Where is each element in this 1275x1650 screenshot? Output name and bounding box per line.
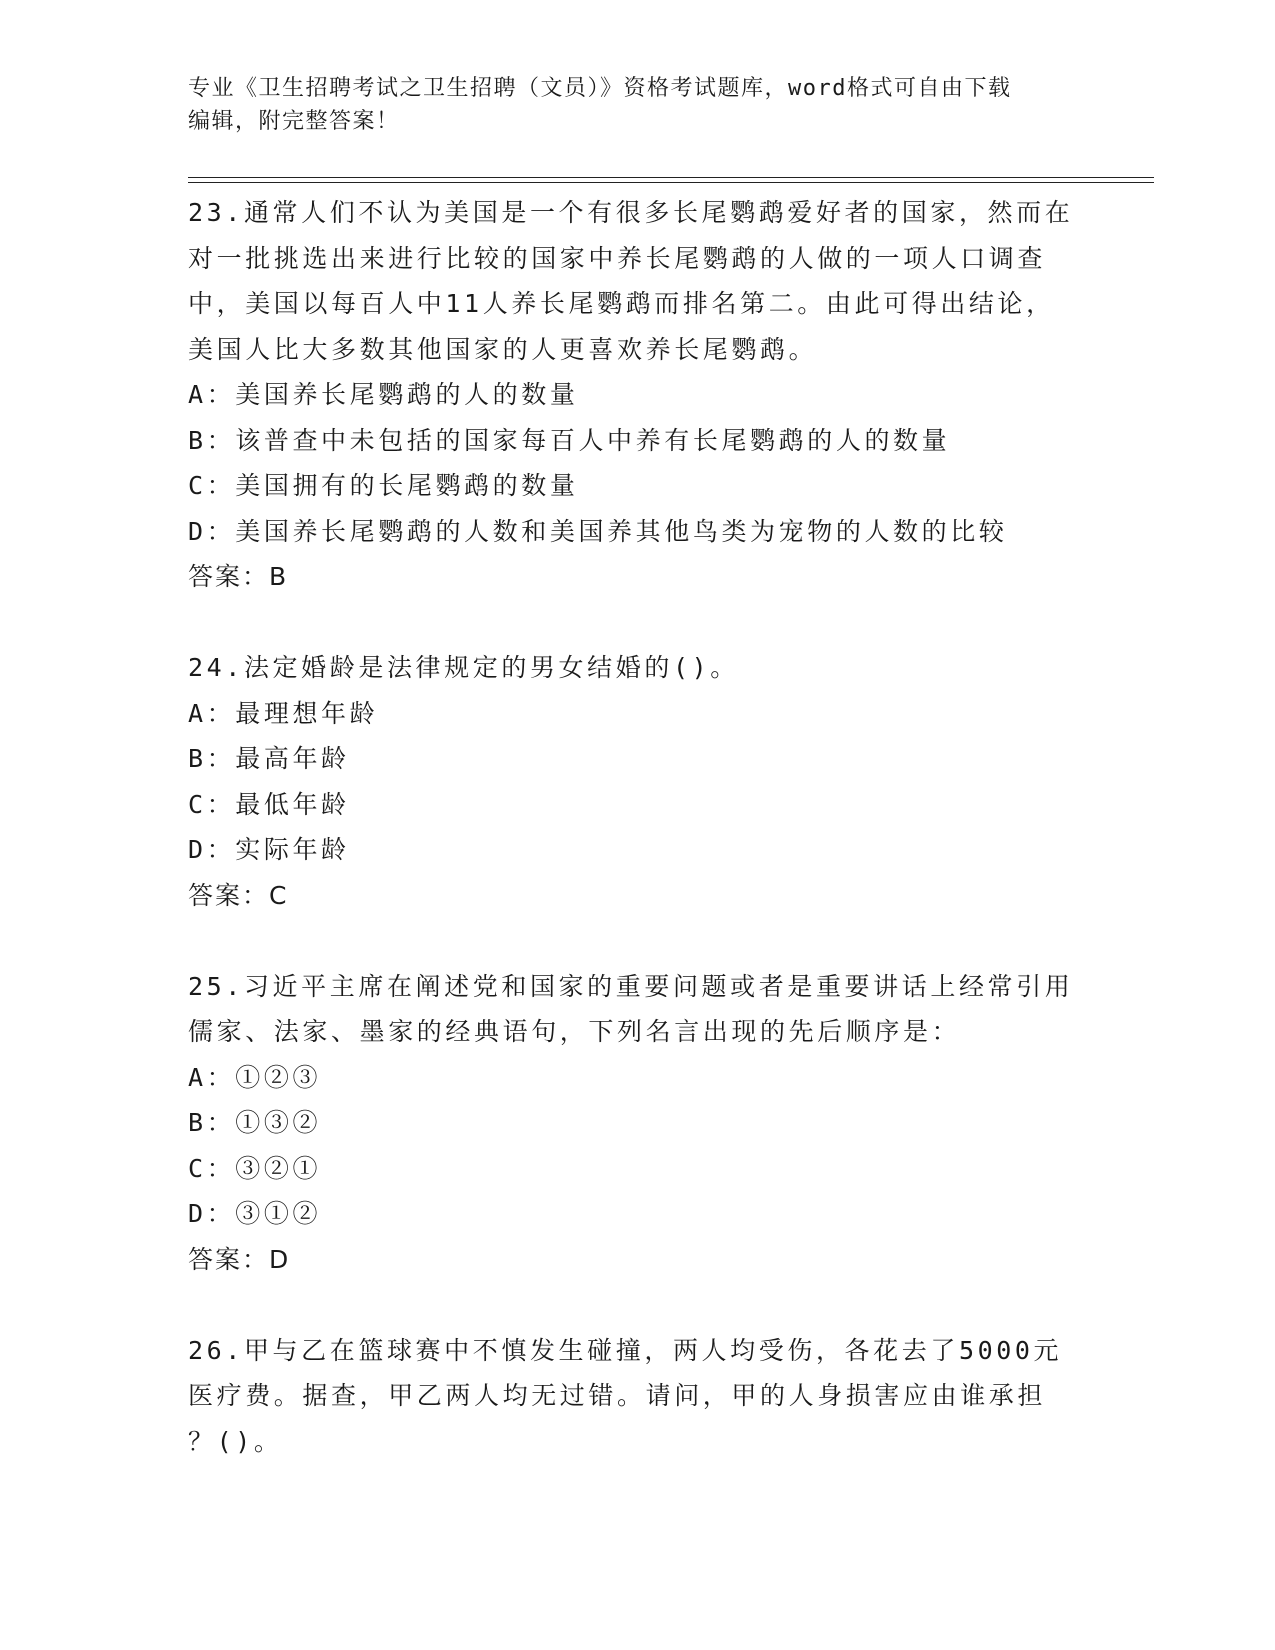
- stem-line: 25.习近平主席在阐述党和国家的重要问题或者是重要讲话上经常引用: [188, 971, 1074, 1001]
- question-stem: [188, 1328, 1088, 1465]
- header-line-2: 编辑，附完整答案！: [188, 109, 400, 134]
- document-header: [188, 72, 1088, 138]
- option-b: B：最高年龄: [188, 744, 350, 773]
- question-list: [188, 190, 1088, 1510]
- option-a: A：美国养长尾鹦鹉的人的数量: [188, 380, 579, 409]
- header-divider-top: [188, 177, 1154, 178]
- option-c: C：③②①: [188, 1153, 322, 1183]
- stem-line: 中，美国以每百人中11人养长尾鹦鹉而排名第二。由此可得出结论，: [188, 289, 1055, 318]
- option-a: A：①②③: [188, 1062, 322, 1092]
- question-24: [188, 645, 1088, 918]
- option-d: D：美国养长尾鹦鹉的人数和美国养其他鸟类为宠物的人数的比较: [188, 516, 1008, 546]
- question-stem: [188, 645, 1088, 691]
- option-b: B：该普查中未包括的国家每百人中养有长尾鹦鹉的人的数量: [188, 425, 951, 455]
- option-b: B：①③②: [188, 1108, 322, 1137]
- stem-line: 对一批挑选出来进行比较的国家中养长尾鹦鹉的人做的一项人口调查: [188, 243, 1047, 273]
- answer-line: 答案：D: [188, 1244, 291, 1274]
- stem-line: 23.通常人们不认为美国是一个有很多长尾鹦鹉爱好者的国家，然而在: [188, 198, 1074, 227]
- answer-line: 答案：B: [188, 562, 289, 591]
- header-line-1: 专业《卫生招聘考试之卫生招聘（文员）》资格考试题库，word格式可自由下载: [188, 76, 1012, 101]
- option-list: [188, 691, 1088, 873]
- header-divider-bottom: [188, 182, 1154, 183]
- question-stem: [188, 964, 1088, 1055]
- answer-line: 答案：C: [188, 880, 289, 910]
- option-list: [188, 372, 1088, 554]
- option-a: A：最理想年龄: [188, 698, 379, 728]
- stem-line: 24.法定婚龄是法律规定的男女结婚的()。: [188, 653, 739, 682]
- question-23: [188, 190, 1088, 600]
- question-25: [188, 964, 1088, 1283]
- option-list: [188, 1055, 1088, 1237]
- option-d: D：③①②: [188, 1199, 322, 1228]
- stem-line: 儒家、法家、墨家的经典语句，下列名言出现的先后顺序是：: [188, 1017, 961, 1046]
- question-26: [188, 1328, 1088, 1465]
- option-c: C：美国拥有的长尾鹦鹉的数量: [188, 471, 579, 500]
- stem-line: 医疗费。据查，甲乙两人均无过错。请问，甲的人身损害应由谁承担: [188, 1381, 1047, 1410]
- stem-line: 26.甲与乙在篮球赛中不慎发生碰撞，两人均受伤，各花去了5000元: [188, 1335, 1063, 1365]
- stem-line: 美国人比大多数其他国家的人更喜欢养长尾鹦鹉。: [188, 334, 818, 364]
- question-stem: [188, 190, 1088, 372]
- option-c: C：最低年龄: [188, 789, 350, 819]
- stem-line: ？()。: [188, 1426, 283, 1456]
- option-d: D：实际年龄: [188, 835, 350, 864]
